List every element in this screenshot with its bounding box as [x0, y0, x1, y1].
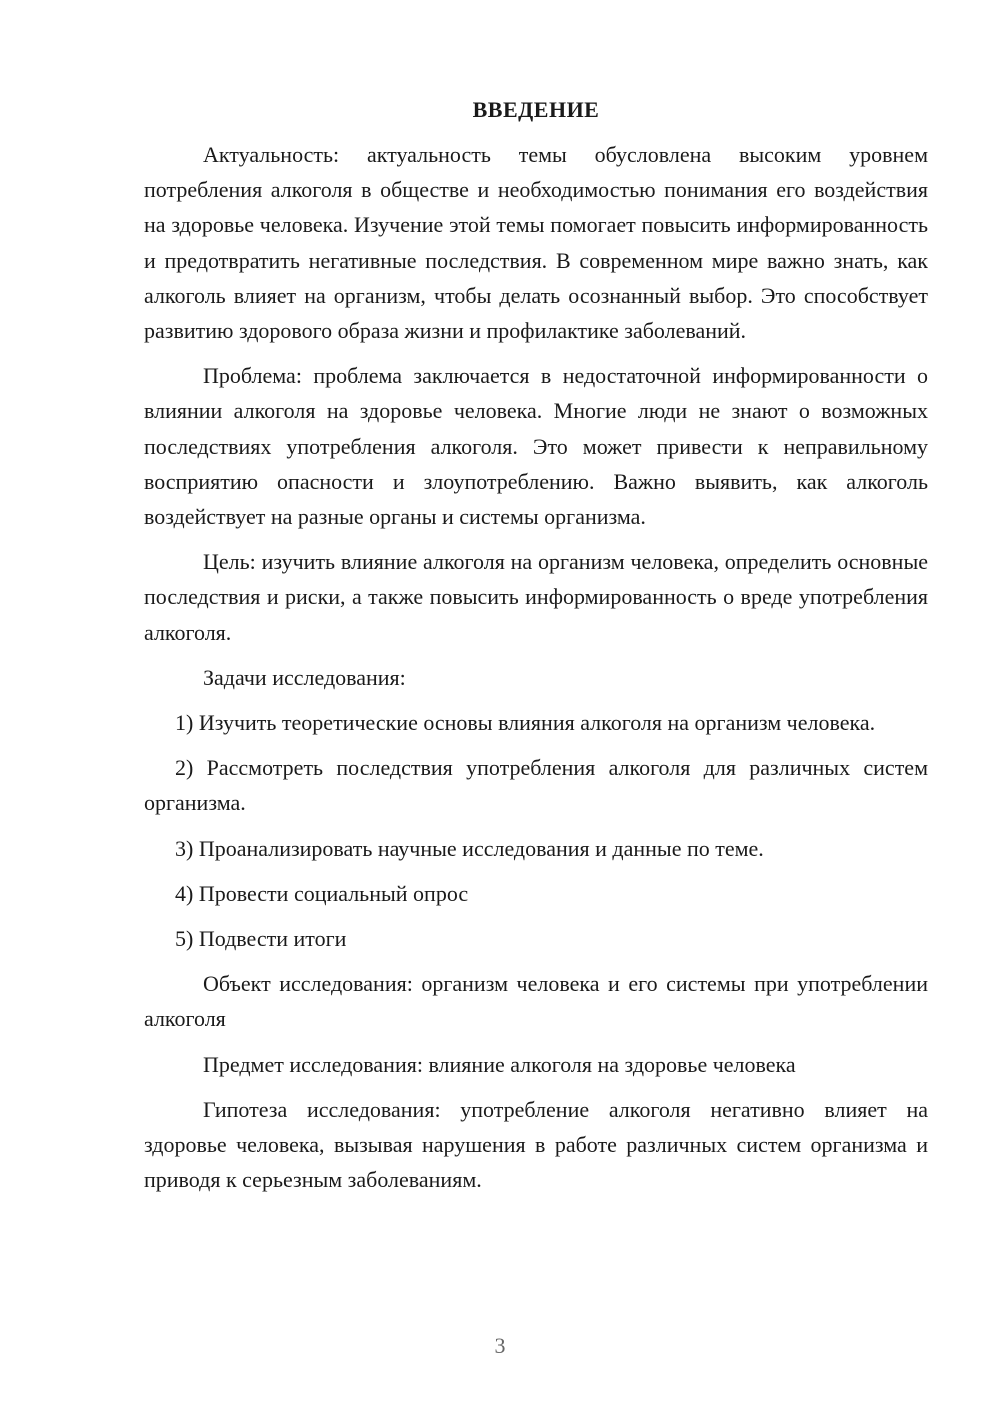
task-item-2: 2) Рассмотреть последствия употребления алкоголя для различных систем организма.	[144, 755, 928, 816]
task-item-3: 3) Проанализировать научные исследования и данные по теме.	[175, 835, 764, 861]
hypothesis-paragraph: Гипотеза исследования: употребление алкоголя негативно влияет на здоровье человека, вызывая нарушения в работе различных систем организма и приводя к серьезным заболеваниям.	[144, 1096, 928, 1193]
relevance-paragraph: Актуальность: актуальность темы обусловлена высоким уровнем потребления алкоголя в обществе и необходимостью понимания его воздействия на здоровье человека. Изучение этой темы помогает повысить информированность и предотвратить негативные последствия. В современном мире важно знать, как алкоголь влияет на организм, чтобы делать осознанный выбор. Это способствует развитию здорового образа жизни и профилактике заболеваний.	[144, 142, 928, 344]
goal-paragraph: Цель: изучить влияние алкоголя на организм человека, определить основные последствия и риски, а также повысить информированность о вреде употребления алкоголя.	[144, 549, 928, 645]
problem-paragraph: Проблема: проблема заключается в недостаточной информированности о влиянии алкоголя на здоровье человека. Многие люди не знают о возможных последствиях употребления алкоголя. Это может привести к неправильному восприятию опасности и злоупотреблению. Важно выявить, как алкоголь воздействует на разные органы и системы организма.	[144, 363, 928, 530]
page-number: 3	[494, 1333, 506, 1358]
tasks-title: Задачи исследования:	[203, 664, 406, 690]
document-body	[144, 92, 928, 1197]
object-paragraph: Объект исследования: организм человека и его системы при употреблении алкоголя	[144, 971, 928, 1032]
task-item-4: 4) Провести социальный опрос	[175, 880, 469, 906]
task-item-5: 5) Подвести итоги	[175, 926, 347, 952]
subject-paragraph: Предмет исследования: влияние алкоголя на здоровье человека	[203, 1051, 796, 1077]
section-heading: ВВЕДЕНИЕ	[472, 97, 600, 122]
task-item-1: 1) Изучить теоретические основы влияния алкоголя на организм человека.	[175, 710, 876, 736]
